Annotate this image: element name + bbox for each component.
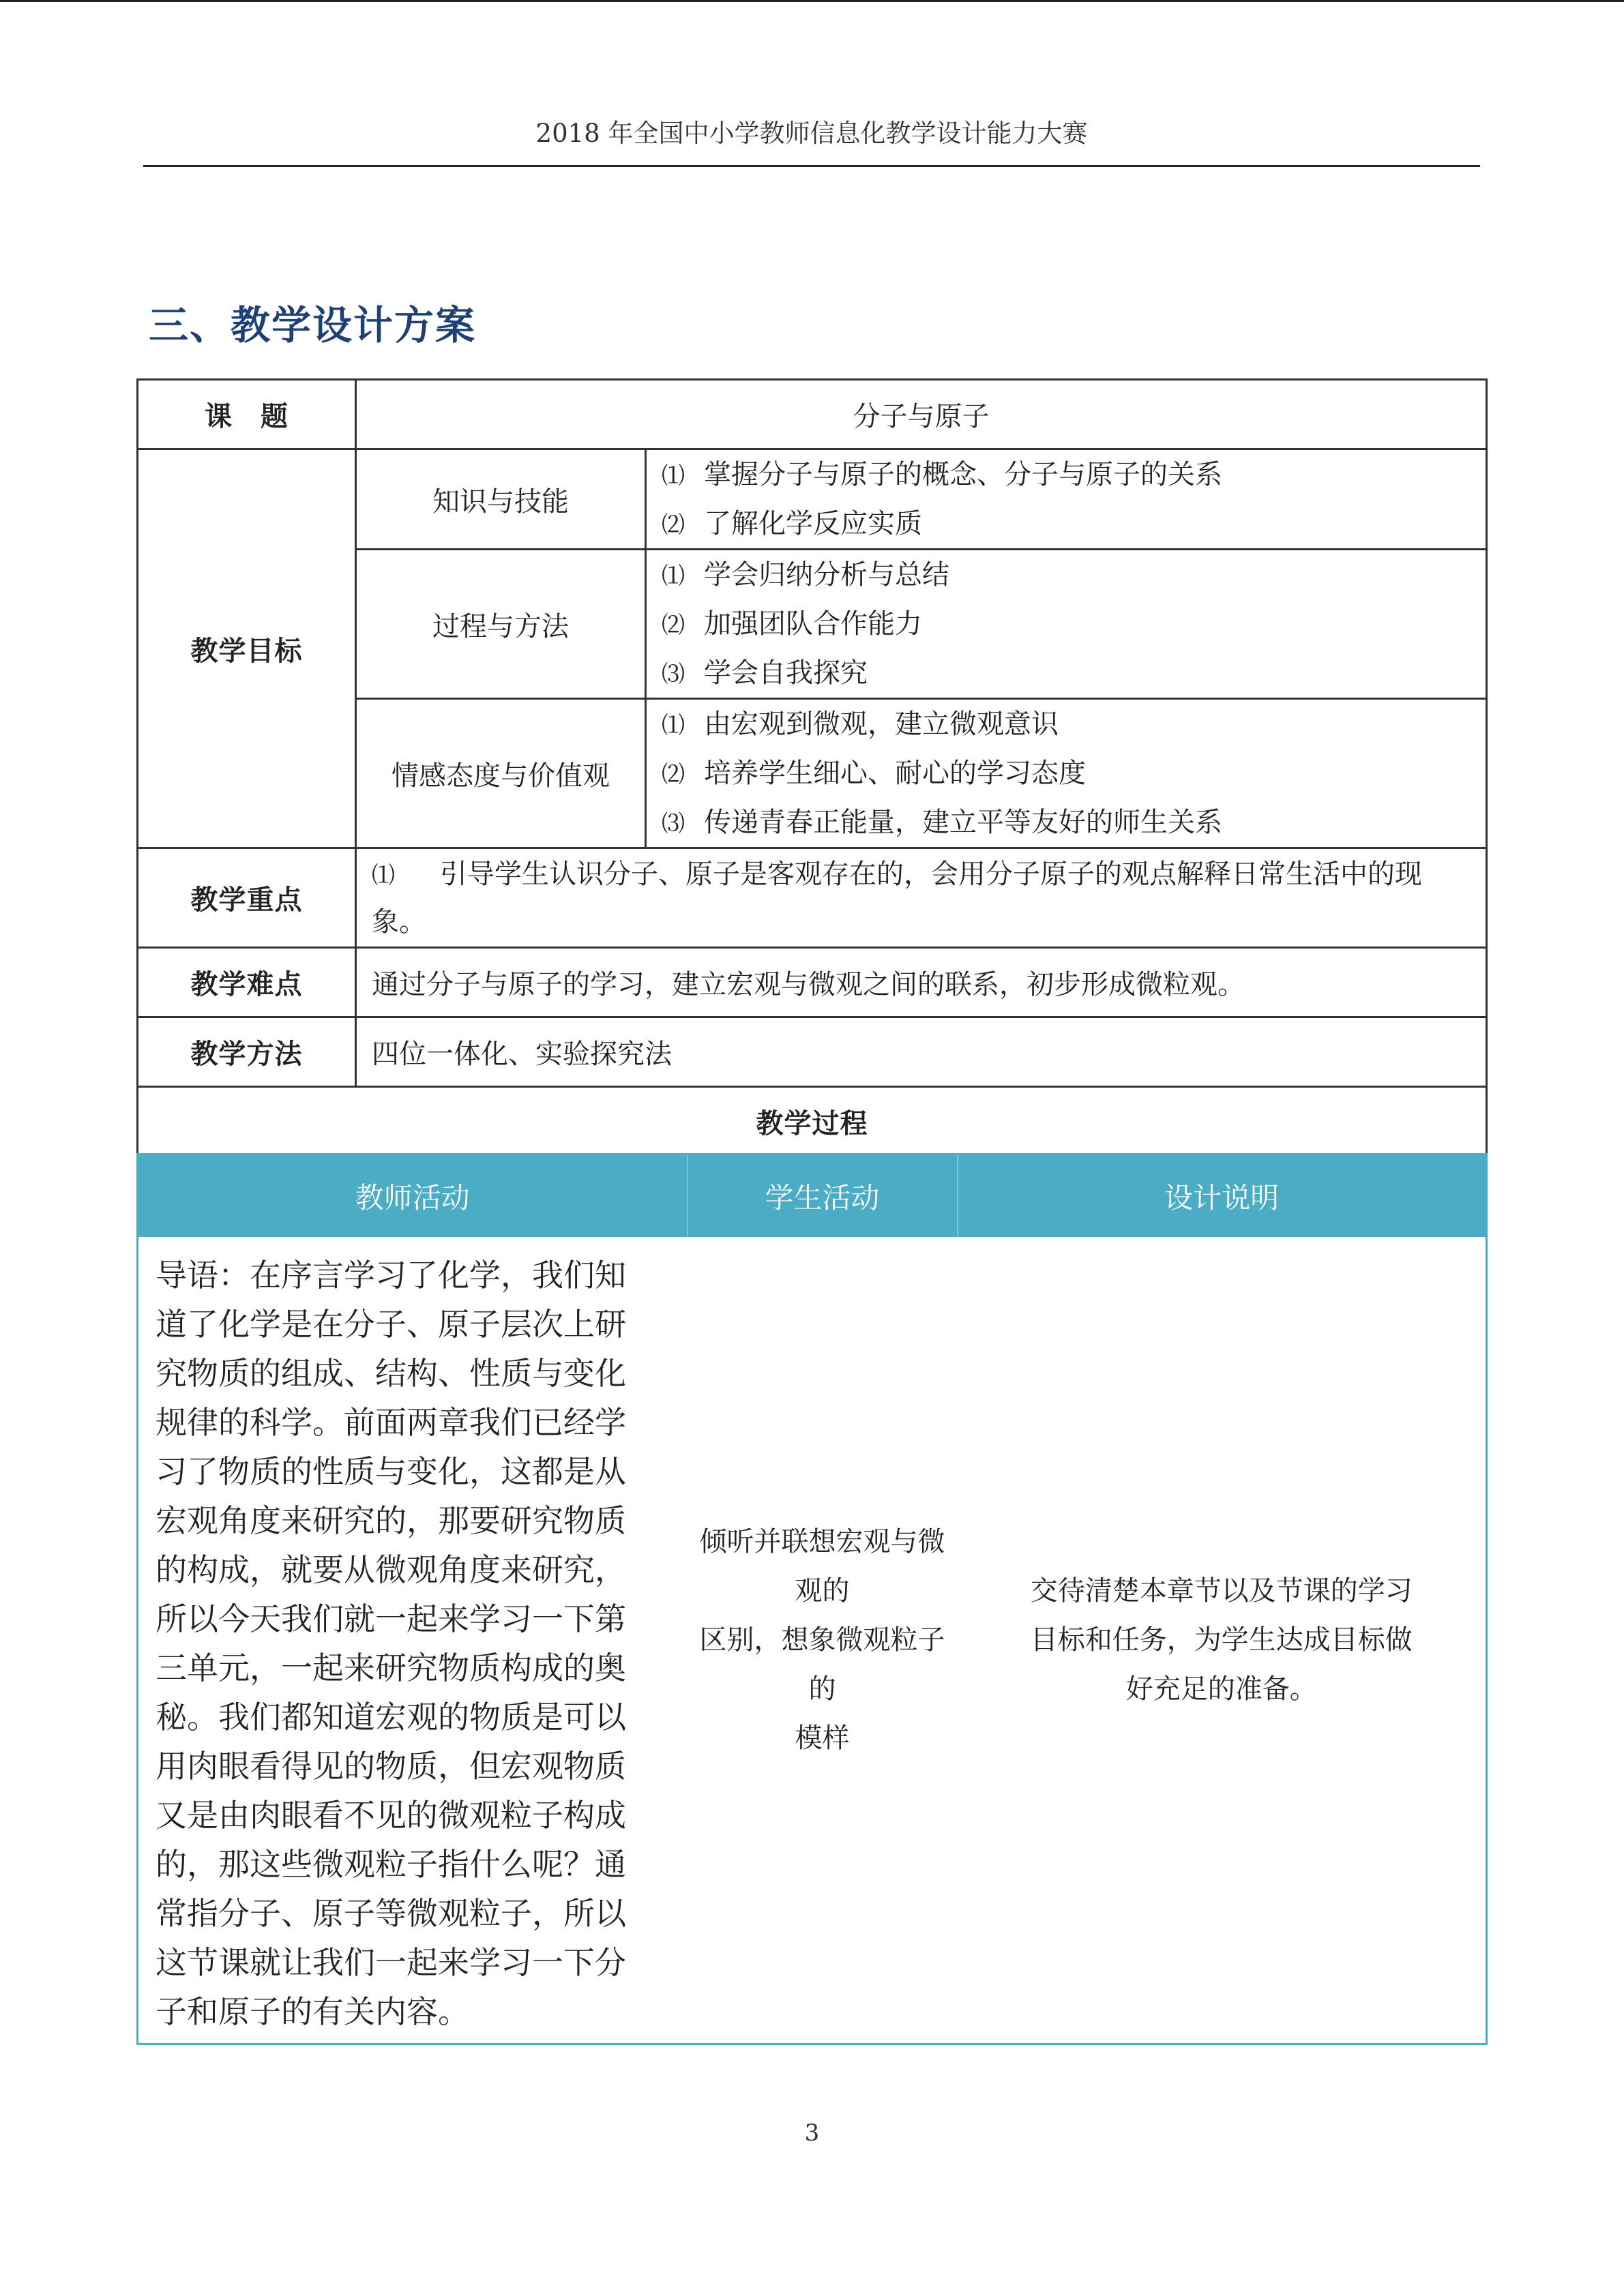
header-student-activity: 学生活动 <box>688 1154 958 1238</box>
goals-label: 教学目标 <box>138 449 356 848</box>
goal-item: ⑶ 传递青春正能量，建立平等友好的师生关系 <box>662 807 1222 838</box>
goal-item: ⑵ 加强团队合作能力 <box>662 608 922 640</box>
process-row <box>138 1237 1487 2044</box>
process-title-row <box>138 1087 1487 1157</box>
top-border-line <box>0 0 1624 2</box>
teaching-process-table <box>136 1153 1488 2045</box>
goal-item: ⑵ 了解化学反应实质 <box>662 508 922 539</box>
section-title: 三、教学设计方案 <box>149 302 477 348</box>
key-points-text: ⑴ 引导学生认识分子、原子是客观存在的，会用分子原子的观点解释日常生活中的现象。 <box>356 848 1487 948</box>
header-teacher-activity: 教师活动 <box>138 1154 688 1238</box>
key-points-label: 教学重点 <box>138 848 356 948</box>
teacher-activity-text: 导语：在序言学习了化学，我们知 道了化学是在分子、原子层次上研 究物质的组成、结构、性质与变化 规律的科学。前面两章我们已经学 习了物质的性质与变化，这都是从 宏观角度来研究的，那要研究物质 的构成，就要从微观角度来研究， 所以今天我们就一起来学习一下第 三单元，一起来研究物质构成的奥 秘。我们都知道宏观的物质是可以 用肉眼看得见的物质，但宏观物质 又是由肉眼看不见的微观粒子构成 的，那这些微观粒子指什么呢？通 常指分子、原子等微观粒子，所以 这节课就让我们一起来学习一下分 子和原子的有关内容。 <box>156 1257 626 2030</box>
goal-item: ⑴ 掌握分子与原子的概念、分子与原子的关系 <box>662 459 1222 490</box>
goal-category-process: 过程与方法 <box>356 550 646 699</box>
topic-row <box>138 380 1487 449</box>
goal-item: ⑴ 学会归纳分析与总结 <box>662 559 949 591</box>
topic-label: 课 题 <box>138 380 356 449</box>
topic-value: 分子与原子 <box>356 380 1487 449</box>
method-label: 教学方法 <box>138 1017 356 1087</box>
difficulty-row <box>138 948 1487 1017</box>
design-notes-text: 交待清楚本章节以及节课的学习 目标和任务，为学生达成目标做 好充足的准备。 <box>1030 1575 1413 1705</box>
goal-item: ⑴ 由宏观到微观，建立微观意识 <box>662 709 1059 740</box>
goal-row-knowledge <box>138 449 1487 550</box>
header-design-notes: 设计说明 <box>958 1154 1487 1238</box>
difficulty-label: 教学难点 <box>138 948 356 1017</box>
difficulty-text: 通过分子与原子的学习，建立宏观与微观之间的联系，初步形成微粒观。 <box>356 948 1487 1017</box>
student-activity-text: 倾听并联想宏观与微观的 区别，想象微观粒子的 模样 <box>699 1526 945 1754</box>
goal-items-knowledge <box>646 449 1487 550</box>
goal-items-process <box>646 550 1487 699</box>
lesson-plan-table <box>136 378 1488 1157</box>
goal-items-attitude <box>646 699 1487 848</box>
process-title: 教学过程 <box>138 1087 1487 1157</box>
method-text: 四位一体化、实验探究法 <box>356 1017 1487 1087</box>
page-header: 2018 年全国中小学教师信息化教学设计能力大赛 <box>535 119 1088 148</box>
goal-item: ⑵ 培养学生细心、耐心的学习态度 <box>662 758 1086 789</box>
page-number: 3 <box>804 2119 820 2147</box>
key-points-row <box>138 848 1487 948</box>
header-divider <box>143 165 1480 167</box>
goal-category-attitude: 情感态度与价值观 <box>356 699 646 848</box>
goal-item: ⑶ 学会自我探究 <box>662 657 868 689</box>
goal-category-knowledge: 知识与技能 <box>356 449 646 550</box>
process-header-row <box>138 1154 1487 1238</box>
method-row <box>138 1017 1487 1087</box>
